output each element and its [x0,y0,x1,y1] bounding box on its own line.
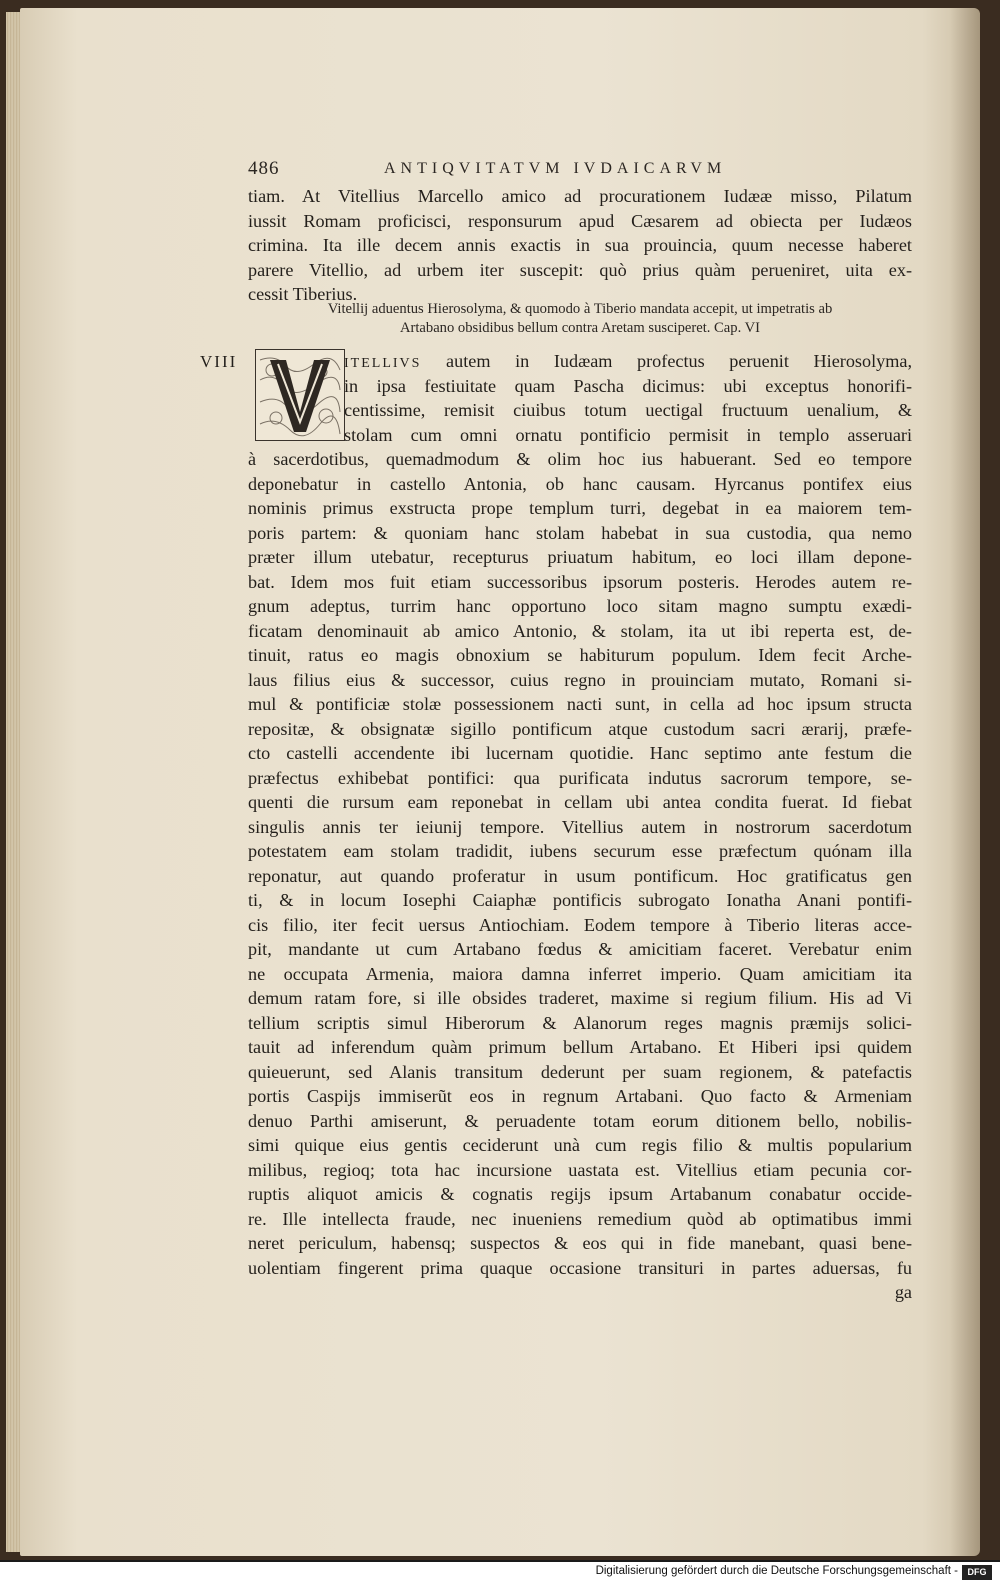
text-line: iussit Romam proficisci, responsurum apud Cæsarem ad obiecta per Iudæos [248,210,912,231]
text-line: cto castelli accendente ibi lucernam quotidie. Hanc septimo ante festum die [248,743,912,763]
text-line: gnum adeptus, turrim hanc opportuno loco sitam magno sumptu exædi- [248,596,912,616]
text-line: præfectus exhibebat pontifici: qua purificata indutus sacrorum tempore, se- [248,767,912,788]
text-line: laus filius eius & successor, cuius regno in prouinciam mutato, Romani si- [248,669,912,690]
text-line: cessit Tiberius. [248,284,358,304]
dfg-logo: DFG [962,1565,992,1580]
text-line: portis Caspijs immiserũt eos in regnum Artabani. Quo facto & Armeniam [248,1086,912,1106]
text-line: re. Ille intellecta fraude, nec inueniens remedium quòd ab optimatibus immi [248,1208,912,1229]
text-line: crimina. Ita ille decem annis exactis in sua prouincia, quum necesse haberet [248,235,912,255]
margin-section-number: VIII [200,352,238,371]
text-line: pit, mandante ut cum Artabano fœdus & amicitiam faceret. Verebatur enim [248,939,912,959]
main-paragraph [248,447,912,1280]
text-line: poris partem: & quoniam hanc stolam habebat in sua custodia, qua nemo [248,522,912,543]
running-head [248,158,908,184]
page-number: 486 [248,158,280,179]
catchword: ga [894,1282,912,1302]
text-line: uolentiam fingerent prima quaque occasione transituri in partes aduersas, fu [248,1257,912,1278]
text-line: in ipsa festiuitate quam Pascha dicimus: ubi exceptus honorifi- [344,375,912,396]
text-line: quenti die rursum eam reponebat in cellam ubi antea condita fuerat. Id fiebat [248,792,912,812]
text-line: demum ratam fore, si ille obsides traderet, maxime si regium filium. His ad Vi [248,988,912,1008]
first-word: ITELLIVS [344,356,422,371]
text-line: à sacerdotibus, quemadmodum & olim hoc ius habuerant. Sed eo tempore [248,449,912,469]
text-line: parere Vitellio, ad urbem iter suscepit: quò prius quàm perueniret, uita ex- [248,259,912,280]
page-edges [6,12,20,1552]
text-line: neret periculum, habensq; suspectos & eos qui in fide manebant, quasi bene- [248,1233,912,1253]
text-line: potestatem eam stolam tradidit, iubens securum esse præfectum quónam illa [248,841,912,861]
text-line: præter illum utebatur, recepturus priuatum habitum, eo loci illam depone- [248,547,912,567]
catchword-block [248,1280,912,1305]
text-line: deponebatur in castello Antonia, ob hanc causam. Hyrcanus pontifex eius [248,473,912,494]
text-line: cis filio, iter fecit uersus Antiochiam. Eodem tempore à Tiberio literas acce- [248,914,912,935]
text-line: repositæ, & obsignatæ sigillo pontificum atque custodum sacri ærarij, præfe- [248,718,912,739]
text-line: centissime, remisit ciuibus totum uectigal fructuum uenalium, & [344,400,912,420]
running-title: ANTIQVITATVM IVDAICARVM [384,160,727,177]
text-line: reponatur, aut quando proferatur in usum pontificum. Hoc gratificatus gen [248,865,912,886]
top-paragraph [248,184,912,307]
text-line: ne occupata Armenia, maiora damna inferret imperio. Quam amicitiam ita [248,963,912,984]
heading-line: Artabano obsidibus bellum contra Aretam susciperet. Cap. VI [399,320,761,336]
footer-bar [0,1562,1000,1584]
chapter-heading [248,300,912,338]
text-line: tinuit, ratus eo magis obnoxium se habiturum populum. Idem fecit Arche- [248,645,912,665]
text-line: quieuerunt, sed Alanis transitum dederunt per suam regionem, & patefactis [248,1061,912,1082]
text-line: bat. Idem mos fuit etiam successoribus ipsorum posteris. Herodes autem re- [248,571,912,592]
text-line: simi quique eius gentis ceciderunt unà cum regis filio & multis popularium [248,1135,912,1155]
text-line: ti, & in locum Iosephi Caiaphæ pontificis subrogato Ionatha Anani pontifi- [248,890,912,910]
heading-line: Vitellij aduentus Hierosolyma, & quomodo à Tiberio mandata accepit, ut impetratis ab [327,301,833,317]
text-line: milibus, regioq; tota hac incursione uastata est. Vitellius etiam pecunia cor- [248,1159,912,1180]
text-line: stolam cum omni ornatu pontificio permisit in templo asseruari [344,424,912,445]
text-line: mul & pontificiæ stolæ possessionem nacti sunt, in cella ad hoc ipsum structa [248,694,912,714]
text-line: singulis annis ter ieiunij tempore. Vitellius autem in nostrorum sacerdotum [248,816,912,837]
funding-notice: Digitalisierung gefördert durch die Deutsche Forschungsgemeinschaft - [595,1565,958,1577]
text-line: nominis primus exstructa prope templum turri, degebat in ea maiorem tem- [248,498,912,518]
text-line: ficatam denominauit ab amico Antonio, & stolam, ita ut ibi reperta est, de- [248,620,912,641]
first-line-rest: autem in Iudæam profectus peruenit Hierosolyma, [421,351,912,371]
text-line: ruptis aliquot amicis & cognatis regijs ipsum Artabanum conabatur occide- [248,1184,912,1204]
text-line: tauit ad inferendum quàm primum bellum Artabano. Et Hiberi ipsi quidem [248,1037,912,1057]
text-line: tiam. At Vitellius Marcello amico ad procurationem Iudææ misso, Pilatum [248,186,912,206]
first-line [248,349,912,374]
text-line: denuo Parthi amiserunt, & peruadente totam eorum ditionem bello, nobilis- [248,1110,912,1131]
page-fold-shadow [950,8,980,1556]
opening-lines [248,349,912,447]
text-line: tellium scriptis simul Hiberorum & Alanorum reges magnis præmijs solici- [248,1012,912,1033]
